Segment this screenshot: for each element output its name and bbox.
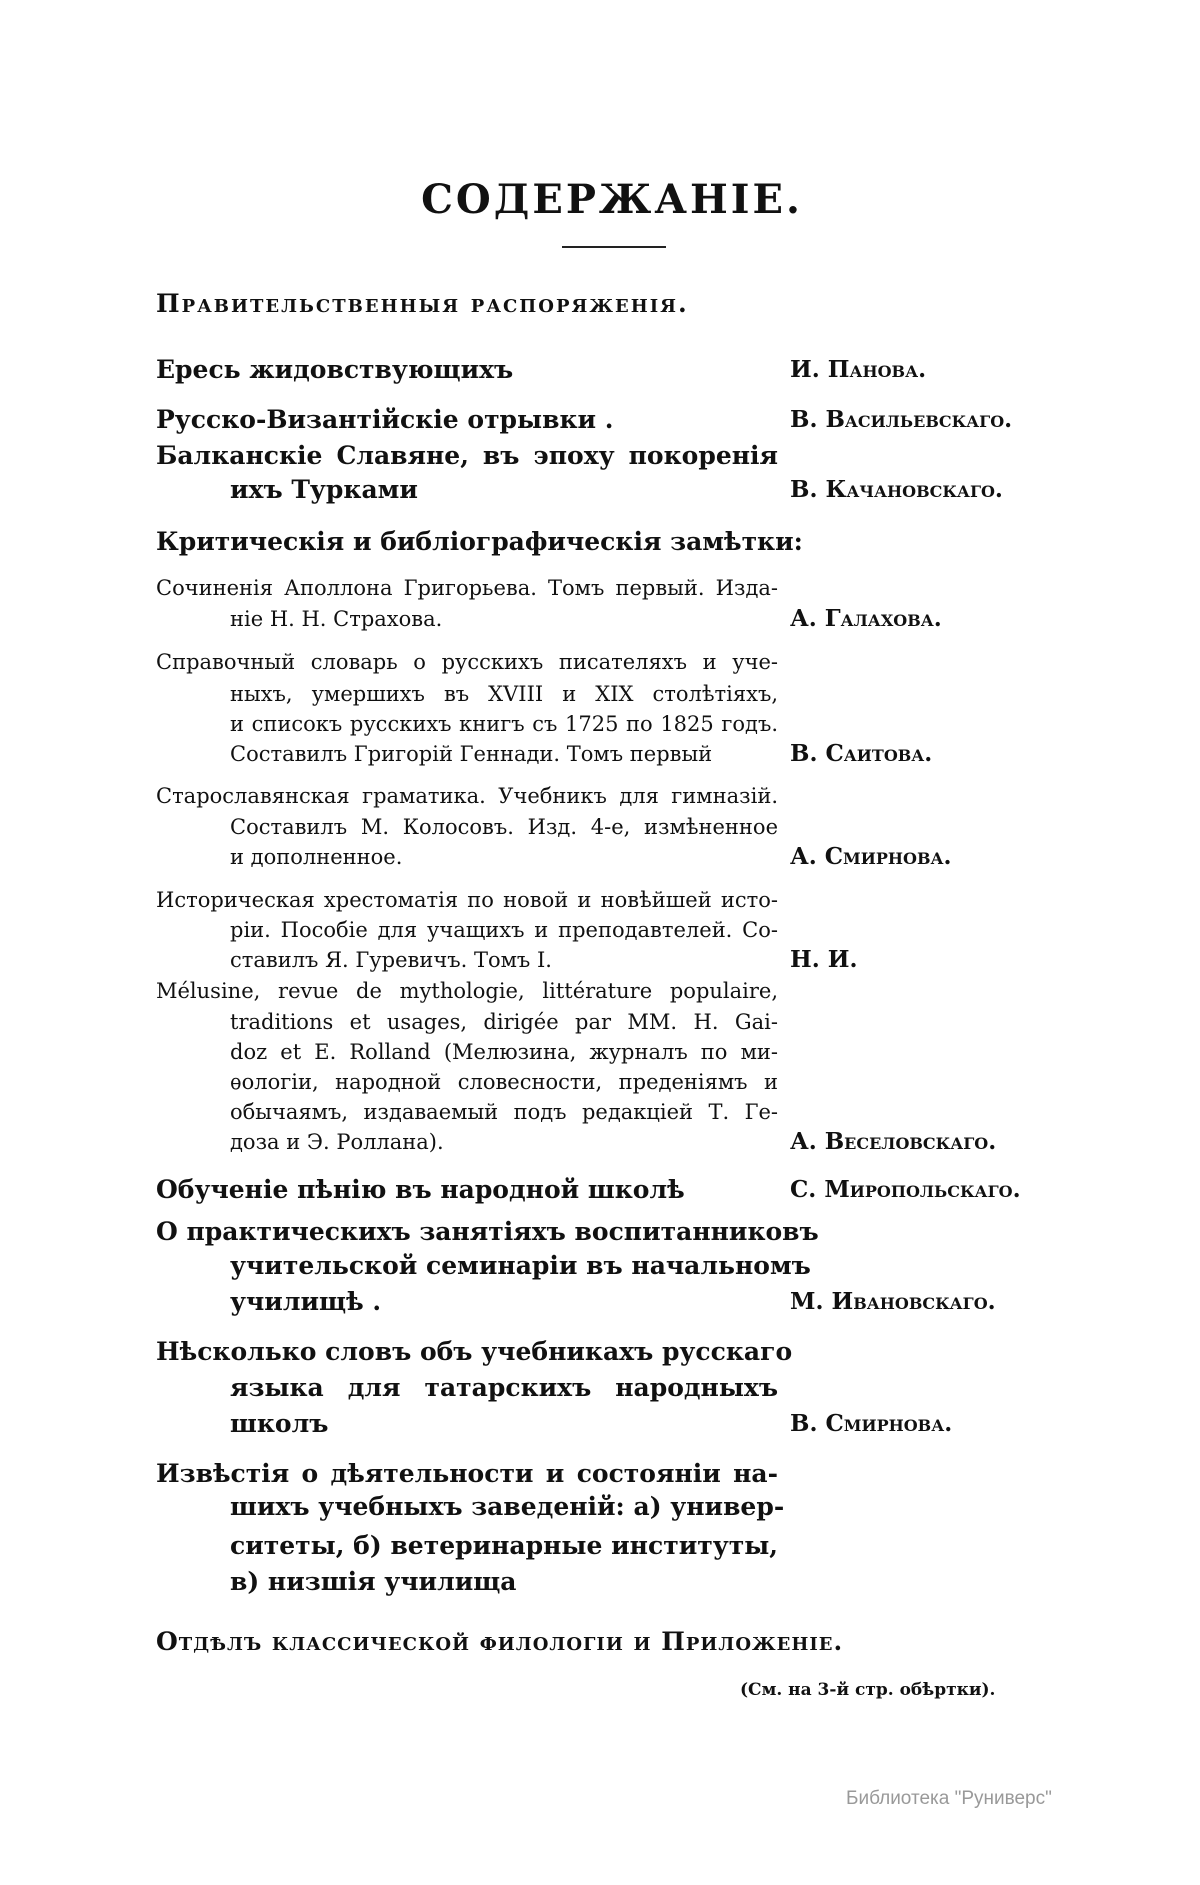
- entry-author: С. Миропольскаго.: [790, 1176, 1021, 1203]
- entry-author: В. Саитова.: [790, 740, 933, 767]
- footnote: (См. на 3-й стр. обѣртки).: [740, 1680, 996, 1700]
- entry-author: В. Васильевскаго.: [790, 406, 1013, 433]
- review-line: ныхъ, умершихъ въ XVIII и XIX столѣтіяхъ,: [230, 682, 778, 706]
- entry-title: Обученіе пѣнію въ народной школѣ: [156, 1175, 685, 1204]
- review-line: ріи. Пособіе для учащихъ и преподавтелей. Со-: [230, 918, 778, 942]
- entry-title: О практическихъ занятіяхъ воспитанниковъ: [156, 1217, 819, 1246]
- entry-author: В. Смирнова.: [790, 1410, 953, 1437]
- entry-author: А. Смирнова.: [790, 843, 952, 870]
- entry-title: училищѣ .: [230, 1287, 382, 1316]
- review-line: Справочный словарь о русскихъ писателяхъ и уче-: [156, 650, 778, 674]
- entry-author: А. Галахова.: [790, 605, 942, 632]
- review-line: и дополненное.: [230, 845, 403, 869]
- section-classic: Отдѣлъ классической филологіи и Приложеніе.: [156, 1627, 844, 1656]
- entry-title: Русско-Византійскіе отрывки .: [156, 405, 614, 434]
- review-line: Составилъ Григорій Геннади. Томъ первый: [230, 742, 713, 766]
- entry-title: Нѣсколько словъ объ учебникахъ русскаго: [156, 1337, 793, 1366]
- review-line: doz et E. Rolland (Мелюзина, журналъ по ми-: [230, 1040, 778, 1064]
- review-line: обычаямъ, издаваемый подъ редакціей Т. Ге-: [230, 1100, 778, 1124]
- entry-title: в) низшія училища: [230, 1567, 517, 1596]
- entry-title: ихъ Турками: [230, 475, 418, 504]
- entry-title: Ересь жидовствующихъ: [156, 355, 514, 384]
- review-line: доза и Э. Роллана).: [230, 1130, 444, 1154]
- section-reviews: Критическія и библіографическія замѣтки:: [156, 527, 803, 556]
- entry-title: Извѣстія о дѣятельности и состояніи на-: [156, 1459, 778, 1488]
- entry-title: школъ: [230, 1409, 329, 1438]
- divider: [562, 246, 666, 248]
- review-line: traditions et usages, dirigée par MM. H. Gai-: [230, 1010, 778, 1034]
- page-title: СОДЕРЖАНІЕ.: [421, 176, 803, 223]
- review-line: и списокъ русскихъ книгъ съ 1725 по 1825 годъ.: [230, 712, 778, 736]
- entry-author: А. Веселовскаго.: [790, 1128, 997, 1155]
- review-line: Сочиненія Аполлона Григорьева. Томъ первый. Изда-: [156, 576, 778, 600]
- entry-title: Балканскіе Славяне, въ эпоху покоренія: [156, 441, 778, 470]
- review-line: ѳологіи, народной словесности, преденіямъ и: [230, 1070, 778, 1094]
- entry-author: И. Панова.: [790, 356, 927, 383]
- entry-title: учительской семинаріи въ начальномъ: [230, 1251, 811, 1280]
- entry-author: В. Качановскаго.: [790, 476, 1003, 503]
- entry-title: языка для татарскихъ народныхъ: [230, 1373, 778, 1402]
- section-government: Правительственныя распоряженія.: [156, 289, 689, 318]
- review-line: Составилъ М. Колосовъ. Изд. 4-е, измѣненное: [230, 815, 778, 839]
- entry-author: Н. И.: [790, 946, 858, 973]
- review-line: ніе Н. Н. Страхова.: [230, 607, 443, 631]
- entry-title: шихъ учебныхъ заведеній: а) универ-: [230, 1492, 785, 1521]
- watermark: Библиотека "Руниверс": [846, 1788, 1052, 1809]
- entry-author: М. Ивановскаго.: [790, 1288, 996, 1315]
- review-line: Старославянская граматика. Учебникъ для гимназій.: [156, 784, 778, 808]
- review-line: ставилъ Я. Гуревичъ. Томъ I.: [230, 948, 552, 972]
- entry-title: ситеты, б) ветеринарные институты,: [230, 1531, 778, 1560]
- review-line: Историческая хрестоматія по новой и новѣйшей исто-: [156, 888, 778, 912]
- review-line: Mélusine, revue de mythologie, littérature populaire,: [156, 979, 778, 1003]
